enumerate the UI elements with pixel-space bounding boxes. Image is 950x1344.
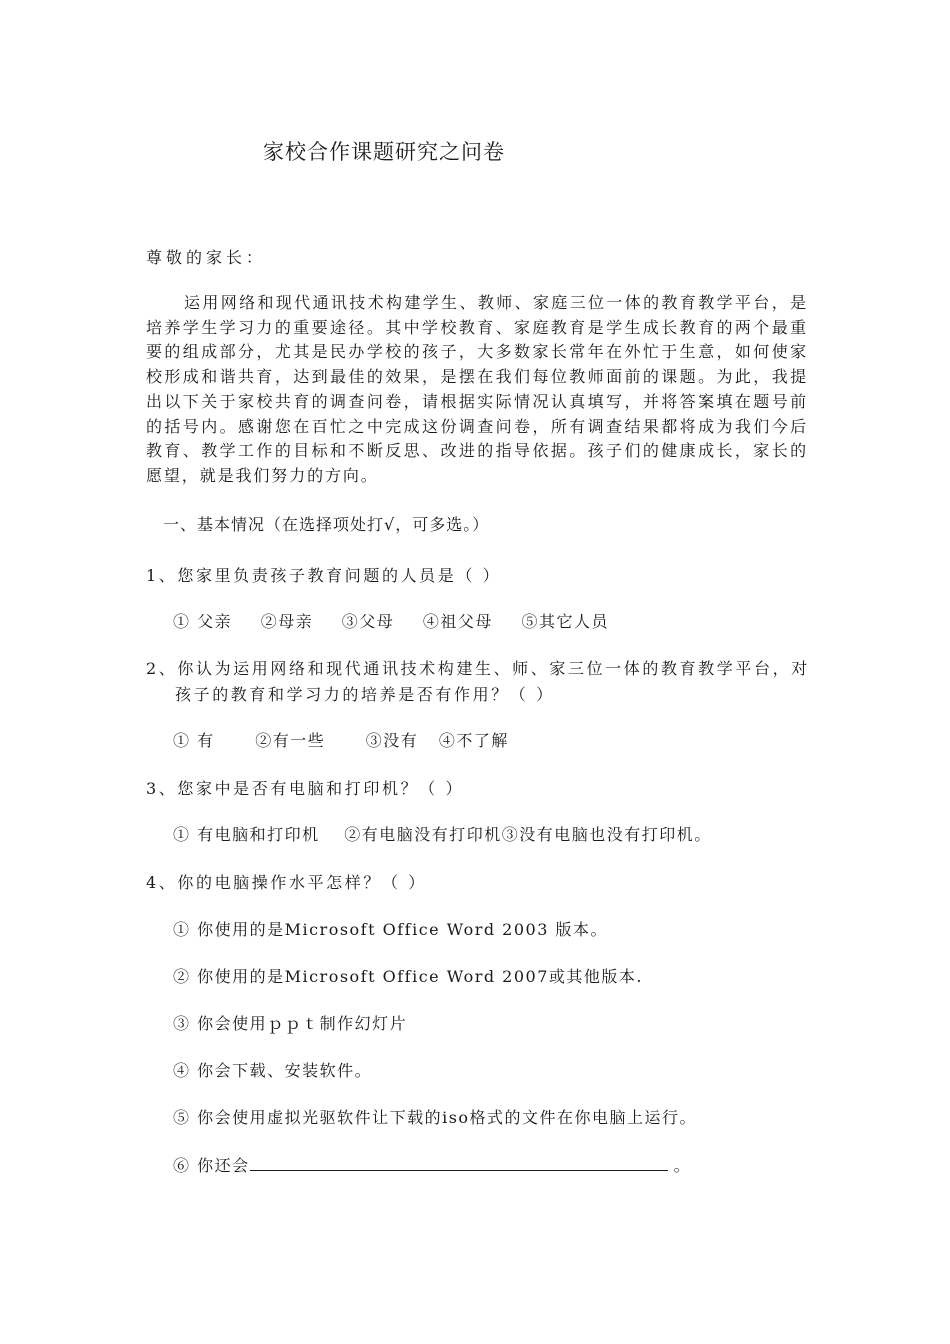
section-heading-basic-info: 一、基本情况（在选择项处打√，可多选。） [163, 515, 490, 534]
question-4-fill-in [173, 1153, 691, 1176]
question-1-option[interactable]: ⑤其它人员 [521, 612, 610, 631]
question-4-option[interactable]: ③ 你会使用ｐｐｔ制作幻灯片 [173, 1014, 408, 1033]
question-3-option[interactable]: ③没有电脑也没有打印机。 [501, 825, 712, 844]
intro-paragraph: 运用网络和现代通讯技术构建学生、教师、家庭三位一体的教育教学平台，是培养学生学习力的重要途径。其中学校教育、家庭教育是学生成长教育的两个最重要的组成部分，尤其是民办学校的孩子，大多数家长常年在外忙于生意，如何使家校形成和谐共育，达到最佳的效果，是摆在我们每位教师面前的课题。为此，我提出以下关于家校共育的调查问卷，请根据实际情况认真填写，并将答案填在题号前的括号内。感谢您在百忙之中完成这份调查问卷，所有调查结果都将成为我们今后教育、教学工作的目标和不断反思、改进的指导依据。孩子们的健康成长，家长的愿望，就是我们努力的方向。 [146, 293, 808, 485]
question-1-options [173, 609, 609, 632]
question-3-option[interactable]: ① 有电脑和打印机 [173, 825, 320, 844]
question-2-option[interactable]: ④不了解 [438, 731, 509, 750]
document-title: 家校合作课题研究之问卷 [263, 140, 505, 164]
fill-in-blank-line[interactable] [250, 1154, 668, 1171]
question-3-options [173, 822, 712, 845]
question-3-option[interactable]: ②有电脑没有打印机 [344, 825, 502, 844]
question-4-fill-in-label: ⑥ 你还会 [173, 1156, 250, 1175]
question-2-line-2: 孩子的教育和学习力的培养是否有作用？（ ） [175, 685, 555, 704]
question-4-fill-in-suffix: 。 [673, 1156, 692, 1175]
question-2-option[interactable]: ②有一些 [255, 731, 326, 750]
greeting: 尊敬的家长： [146, 248, 267, 267]
question-4: 4、你的电脑操作水平怎样？（ ） [146, 873, 427, 892]
question-1-option[interactable]: ②母亲 [260, 612, 314, 631]
question-1-option[interactable]: ④祖父母 [422, 612, 493, 631]
question-1-option[interactable]: ③父母 [341, 612, 395, 631]
question-2 [146, 656, 810, 708]
question-3: 3、您家中是否有电脑和打印机？（ ） [146, 779, 465, 798]
question-4-option[interactable]: ⑤ 你会使用虚拟光驱软件让下载的iso格式的文件在你电脑上运行。 [173, 1108, 698, 1127]
question-1-option[interactable]: ① 父亲 [173, 612, 233, 631]
question-2-line-1: 2、你认为运用网络和现代通讯技术构建生、师、家三位一体的教育教学平台，对 [146, 659, 810, 678]
question-4-option[interactable]: ② 你使用的是Microsoft Office Word 2007或其他版本. [173, 967, 643, 986]
question-1: 1、您家里负责孩子教育问题的人员是（ ） [146, 566, 502, 585]
question-2-option[interactable]: ③没有 [365, 731, 419, 750]
question-4-option[interactable]: ① 你使用的是Microsoft Office Word 2003 版本。 [173, 920, 608, 939]
question-2-options [173, 728, 509, 751]
question-4-option[interactable]: ④ 你会下载、安装软件。 [173, 1061, 373, 1080]
question-2-option[interactable]: ① 有 [173, 731, 215, 750]
